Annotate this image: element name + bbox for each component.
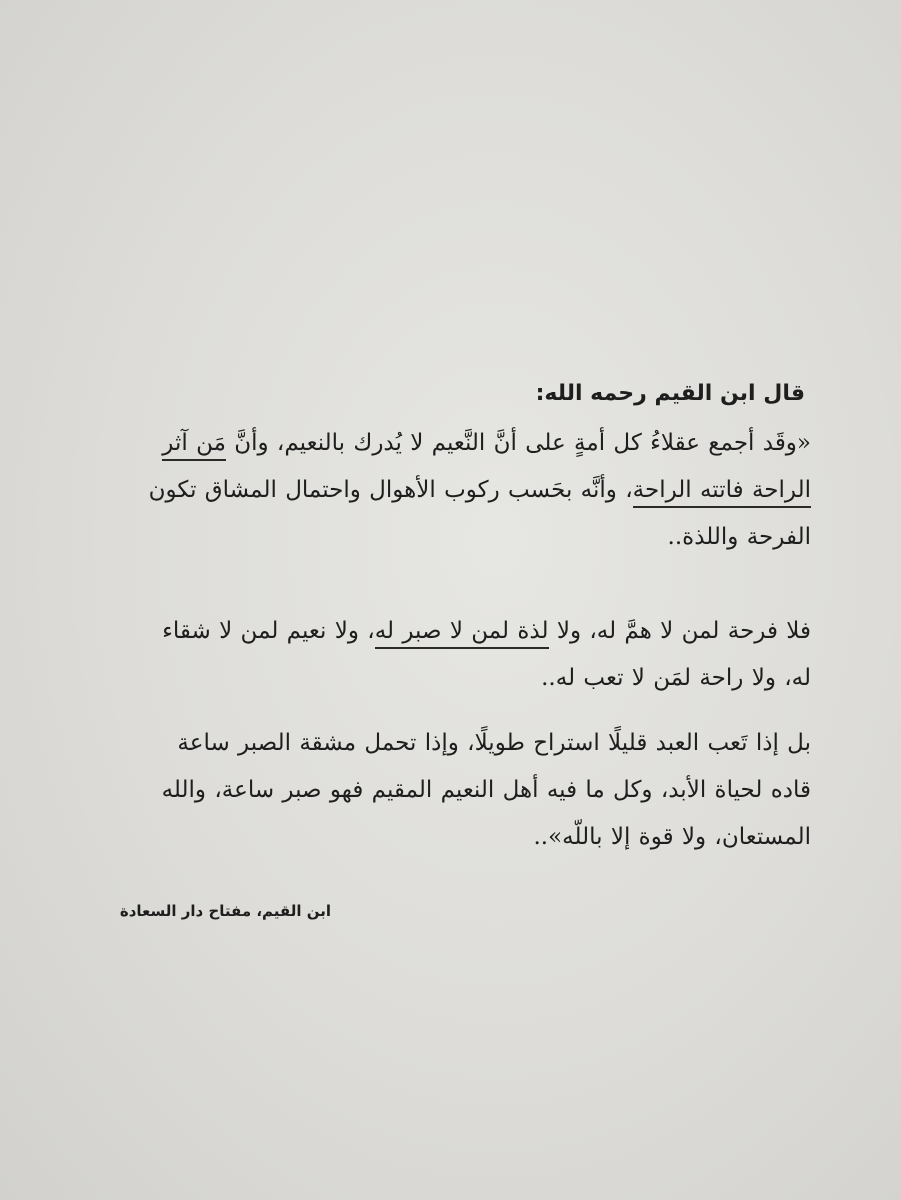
- paragraph-line: له، ولا راحة لمَن لا تعب له..: [541, 665, 811, 691]
- paragraph-line: بل إذا تَعب العبد قليلًا استراح طويلًا، وإذا تحمل مشقة الصبر ساعة: [177, 730, 811, 756]
- quote-citation: ابن القيم، مفتاح دار السعادة: [119, 902, 331, 920]
- paragraph-line: المستعان، ولا قوة إلا باللّه»..: [533, 824, 811, 850]
- quote-paragraph-2: [89, 608, 811, 702]
- paragraph-line: فلا فرحة لمن لا همَّ له، ولا لذة لمن لا صبر له، ولا نعيم لمن لا شقاء: [89, 608, 811, 655]
- paragraph-line: قاده لحياة الأبد، وكل ما فيه أهل النعيم المقيم فهو صبر ساعة، والله: [161, 777, 811, 803]
- underlined-phrase: الراحة فاتته الراحة: [633, 477, 811, 508]
- quote-paragraph-3: [89, 720, 811, 861]
- paragraph-line: الفرحة واللذة..: [667, 524, 811, 550]
- underlined-phrase: لذة لمن لا صبر له: [375, 618, 549, 649]
- paragraph-line: «وقَد أجمع عقلاءُ كل أمةٍ على أنَّ النَّعيم لا يُدرك بالنعيم، وأنَّ مَن آثر: [89, 420, 811, 467]
- paragraph-line: الراحة فاتته الراحة، وأنَّه بحَسب ركوب الأهوال واحتمال المشاق تكون: [89, 467, 811, 514]
- underlined-phrase: مَن آثر: [162, 430, 226, 461]
- quote-paragraph-1: [89, 420, 811, 561]
- quote-heading: قال ابن القيم رحمه الله:: [535, 381, 805, 406]
